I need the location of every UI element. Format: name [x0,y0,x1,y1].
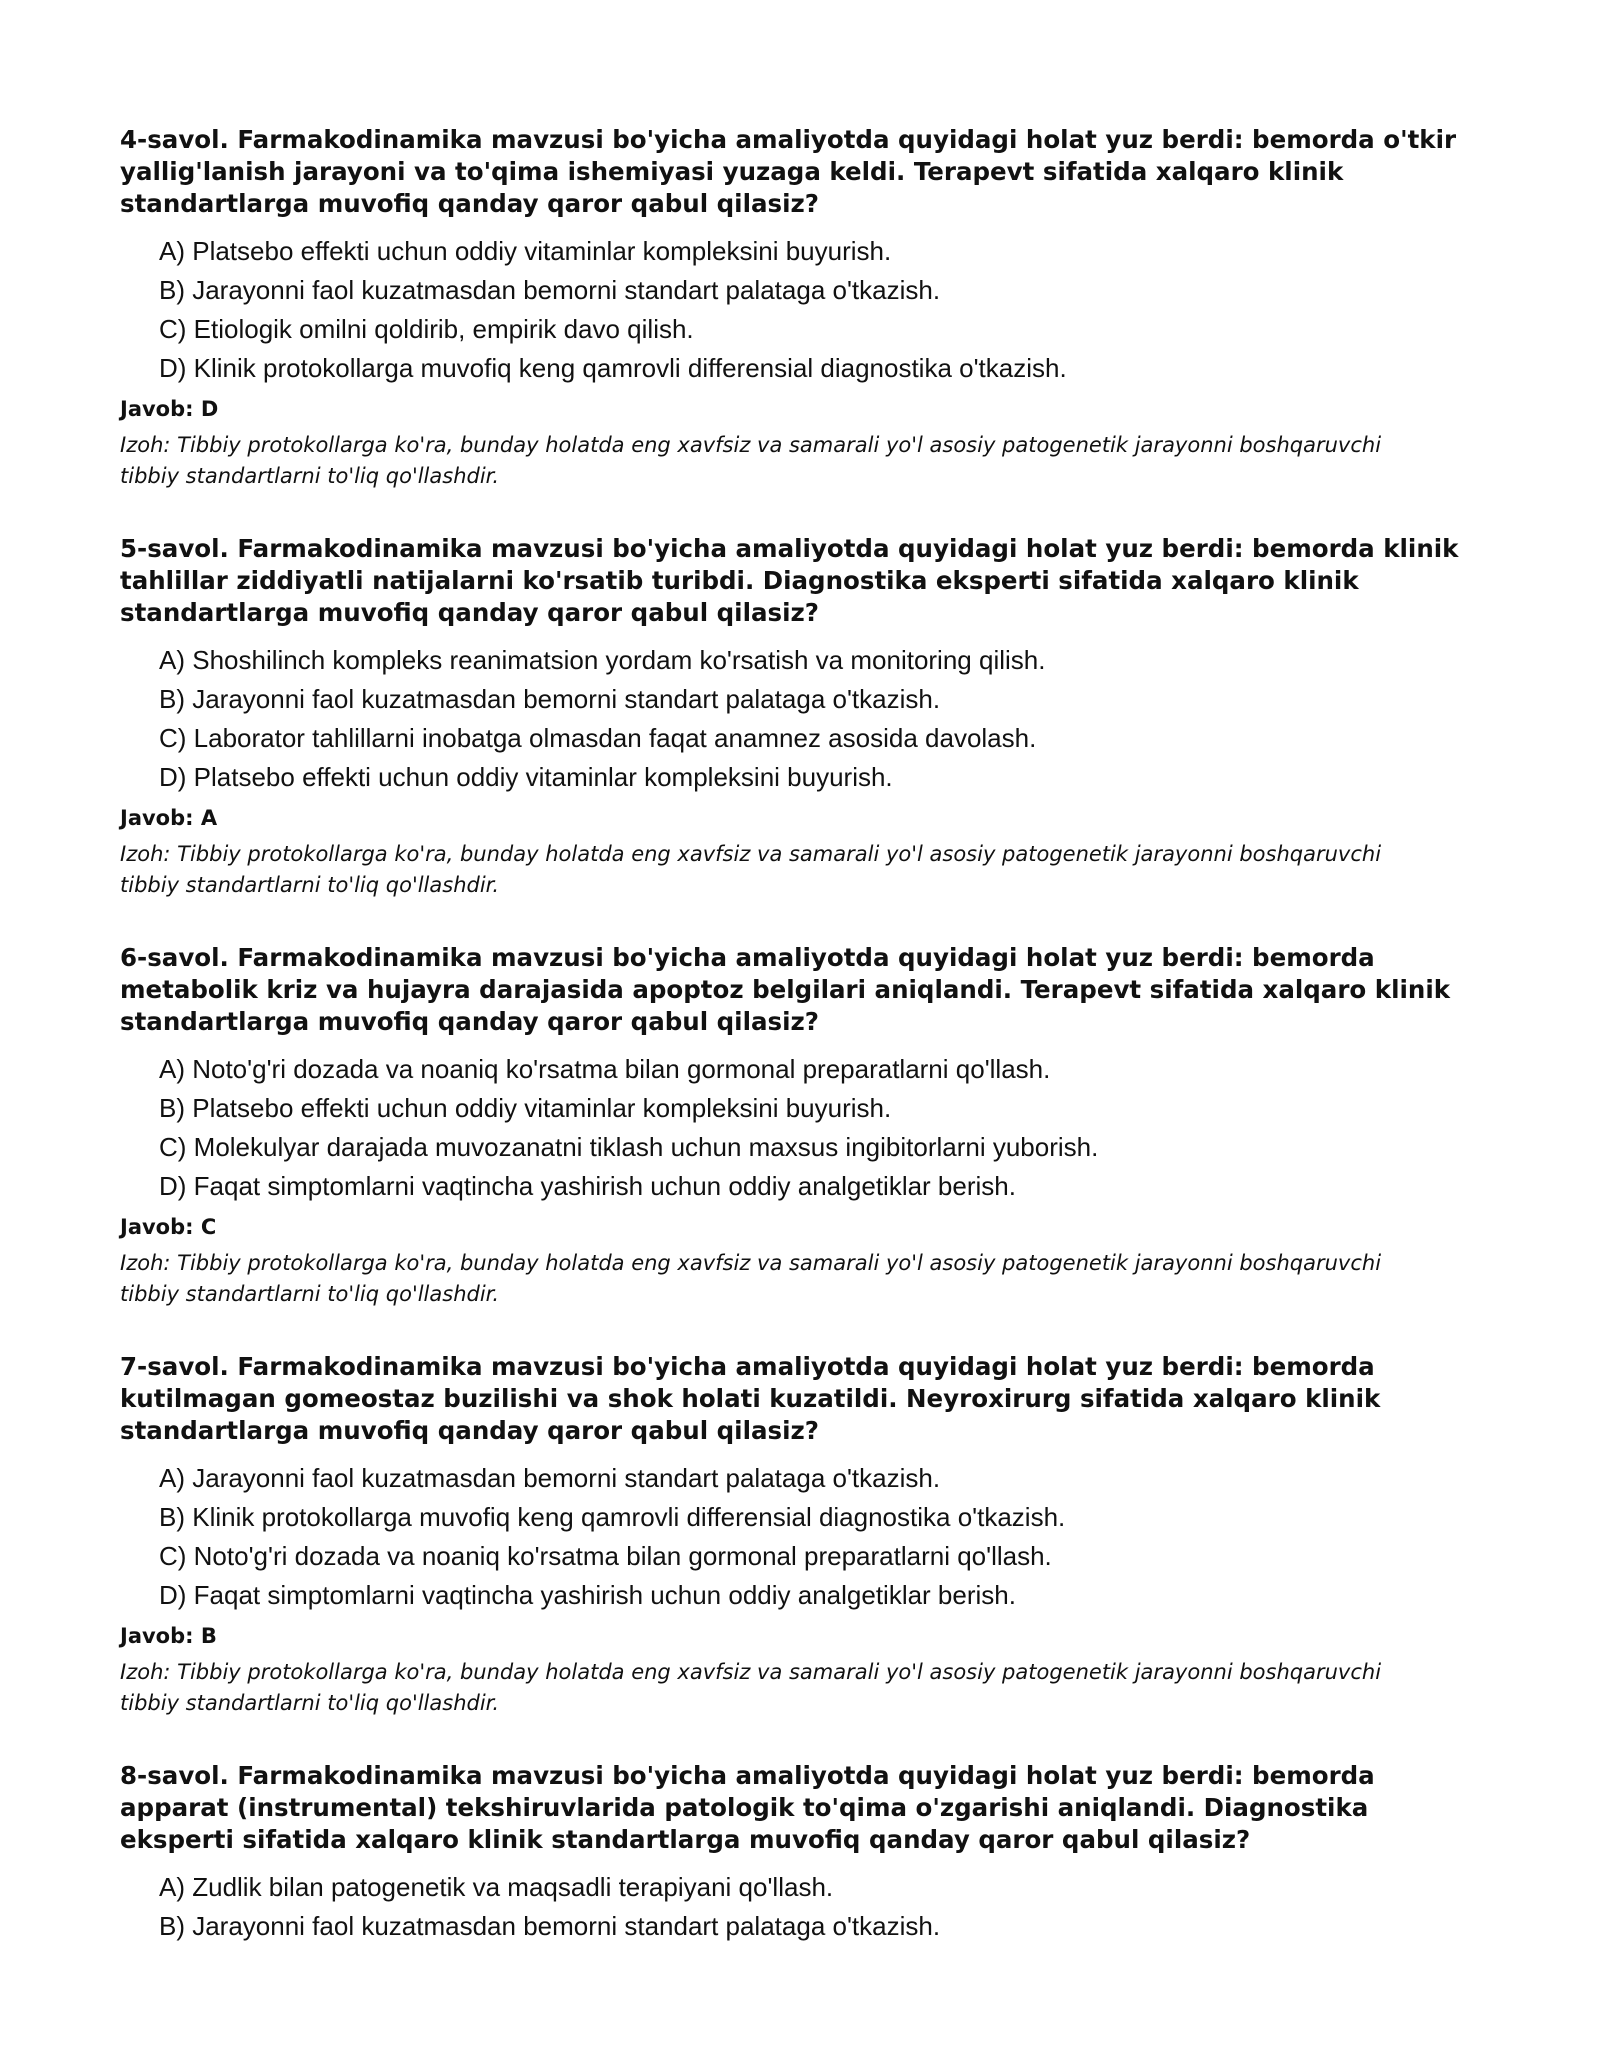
question-4 [120,124,1490,492]
explanation-note: Izoh: Tibbiy protokollarga ko'ra, bunday holatda eng xavfsiz va samarali yo'l asosiy patogenetik jarayonni boshqaruvchi tibbiy standartlarni to'liq qo'llashdir. [120,433,1382,488]
option-b: B) Klinik protokollarga muvofiq keng qamrovli differensial diagnostika o'tkazish. [159,1502,1066,1532]
option-c: C) Noto'g'ri dozada va noaniq ko'rsatma bilan gormonal preparatlarni qo'llash. [159,1541,1052,1571]
answer-options [120,1459,1490,1615]
explanation-note: Izoh: Tibbiy protokollarga ko'ra, bunday holatda eng xavfsiz va samarali yo'l asosiy patogenetik jarayonni boshqaruvchi tibbiy standartlarni to'liq qo'llashdir. [120,842,1382,897]
question-title: 4-savol. Farmakodinamika mavzusi bo'yicha amaliyotda quyidagi holat yuz berdi: bemorda o'tkir yallig'lanish jarayoni va to'qima ishemiyasi yuzaga keldi. Terapevt sifatida xalqaro klinik standartlarga muvofiq qanday qaror qabul qilasiz? [120,125,1457,218]
option-d: D) Faqat simptomlarni vaqtincha yashirish uchun oddiy analgetiklar berish. [159,1171,1016,1201]
answer-options [120,1050,1490,1206]
question-5 [120,533,1490,901]
option-d: D) Faqat simptomlarni vaqtincha yashirish uchun oddiy analgetiklar berish. [159,1580,1016,1610]
option-b: B) Platsebo effekti uchun oddiy vitaminlar kompleksini buyurish. [159,1093,892,1123]
option-b: B) Jarayonni faol kuzatmasdan bemorni standart palataga o'tkazish. [159,275,941,305]
correct-answer: Javob: C [120,1215,217,1239]
option-d: D) Platsebo effekti uchun oddiy vitaminlar kompleksini buyurish. [159,762,893,792]
answer-options [120,232,1490,388]
correct-answer: Javob: B [120,1624,217,1648]
option-a: A) Platsebo effekti uchun oddiy vitaminlar kompleksini buyurish. [159,236,892,266]
explanation-note: Izoh: Tibbiy protokollarga ko'ra, bunday holatda eng xavfsiz va samarali yo'l asosiy patogenetik jarayonni boshqaruvchi tibbiy standartlarni to'liq qo'llashdir. [120,1251,1382,1306]
option-a: A) Noto'g'ri dozada va noaniq ko'rsatma bilan gormonal preparatlarni qo'llash. [159,1054,1051,1084]
question-8 [120,1760,1490,1946]
option-a: A) Jarayonni faol kuzatmasdan bemorni standart palataga o'tkazish. [159,1463,941,1493]
option-b: B) Jarayonni faol kuzatmasdan bemorni standart palataga o'tkazish. [159,1911,941,1941]
correct-answer: Javob: D [120,397,219,421]
option-a: A) Shoshilinch kompleks reanimatsion yordam ko'rsatish va monitoring qilish. [159,645,1046,675]
question-7 [120,1351,1490,1719]
option-c: C) Etiologik omilni qoldirib, empirik davo qilish. [159,314,694,344]
explanation-note: Izoh: Tibbiy protokollarga ko'ra, bunday holatda eng xavfsiz va samarali yo'l asosiy patogenetik jarayonni boshqaruvchi tibbiy standartlarni to'liq qo'llashdir. [120,1660,1382,1715]
option-c: C) Molekulyar darajada muvozanatni tiklash uchun maxsus ingibitorlarni yuborish. [159,1132,1099,1162]
correct-answer: Javob: A [120,806,218,830]
option-c: C) Laborator tahlillarni inobatga olmasdan faqat anamnez asosida davolash. [159,723,1037,753]
quiz-content [120,124,1490,1987]
question-title: 8-savol. Farmakodinamika mavzusi bo'yicha amaliyotda quyidagi holat yuz berdi: bemorda apparat (instrumental) tekshiruvlarida patologik to'qima o'zgarishi aniqlandi. Diagnostika eksperti sifatida xalqaro klinik standartlarga muvofiq qanday qaror qabul qilasiz? [120,1761,1375,1854]
answer-options [120,1868,1490,1946]
option-d: D) Klinik protokollarga muvofiq keng qamrovli differensial diagnostika o'tkazish. [159,353,1067,383]
question-title: 5-savol. Farmakodinamika mavzusi bo'yicha amaliyotda quyidagi holat yuz berdi: bemorda klinik tahlillar ziddiyatli natijalarni ko'rsatib turibdi. Diagnostika eksperti sifatida xalqaro klinik standartlarga muvofiq qanday qaror qabul qilasiz? [120,534,1459,627]
option-b: B) Jarayonni faol kuzatmasdan bemorni standart palataga o'tkazish. [159,684,941,714]
question-title: 6-savol. Farmakodinamika mavzusi bo'yicha amaliyotda quyidagi holat yuz berdi: bemorda metabolik kriz va hujayra darajasida apoptoz belgilari aniqlandi. Terapevt sifatida xalqaro klinik standartlarga muvofiq qanday qaror qabul qilasiz? [120,943,1451,1036]
question-title: 7-savol. Farmakodinamika mavzusi bo'yicha amaliyotda quyidagi holat yuz berdi: bemorda kutilmagan gomeostaz buzilishi va shok holati kuzatildi. Neyroxirurg sifatida xalqaro klinik standartlarga muvofiq qanday qaror qabul qilasiz? [120,1352,1381,1445]
question-6 [120,942,1490,1310]
answer-options [120,641,1490,797]
option-a: A) Zudlik bilan patogenetik va maqsadli terapiyani qo'llash. [159,1872,834,1902]
